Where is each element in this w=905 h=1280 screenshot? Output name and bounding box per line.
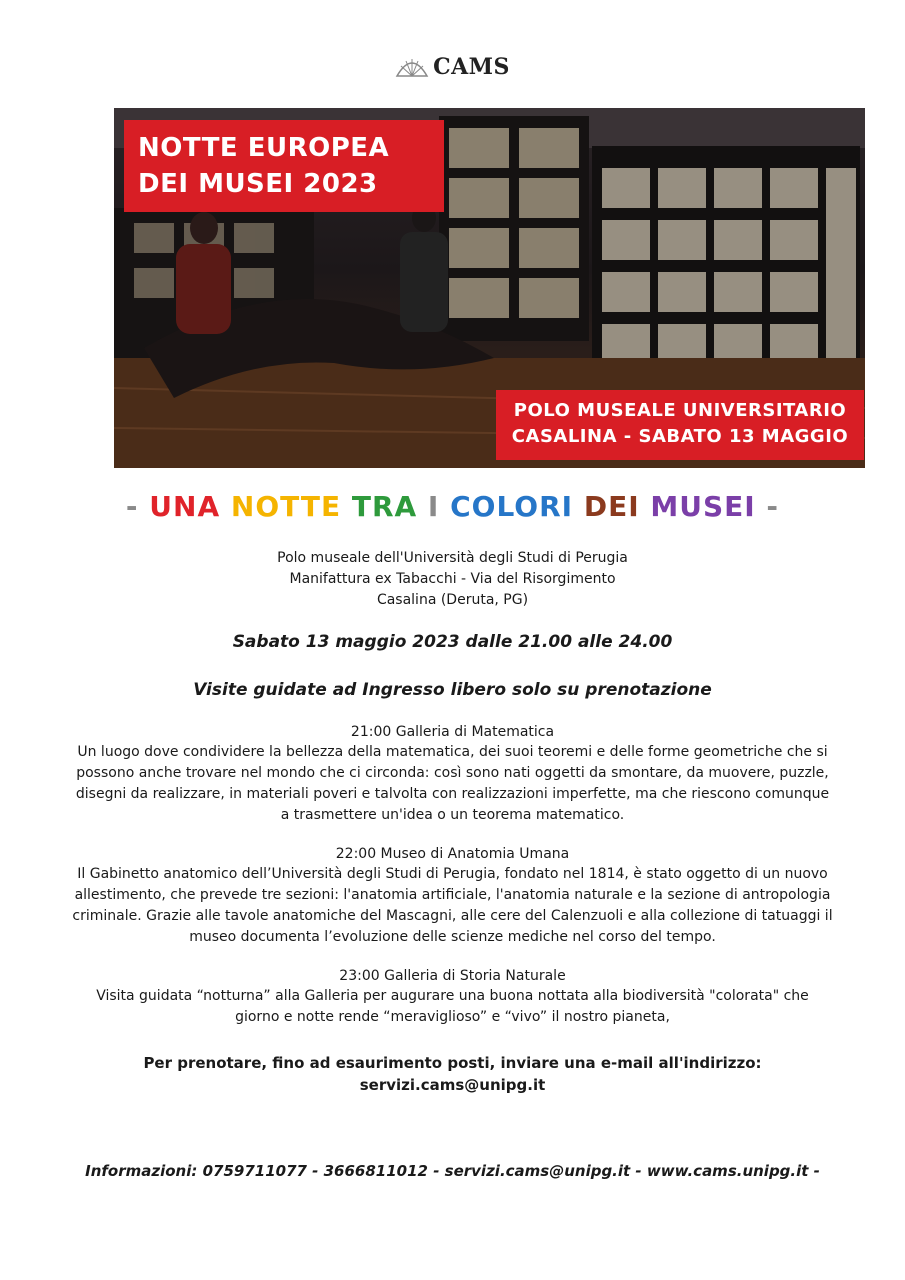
address-line: Polo museale dell'Università degli Studi di Perugia bbox=[277, 550, 628, 566]
banner-bottom-line2: CASALINA - SABATO 13 MAGGIO bbox=[511, 426, 849, 447]
logo-text: CAMS bbox=[433, 54, 510, 80]
visit-info: Visite guidate ad Ingresso libero solo su prenotazione bbox=[193, 680, 712, 700]
body-line: museo documenta l’evoluzione delle scienze mediche nel corso del tempo. bbox=[189, 929, 716, 945]
tagline-word: - bbox=[755, 490, 780, 523]
tagline-word: DEI bbox=[583, 490, 651, 523]
event-date: Sabato 13 maggio 2023 dalle 21.00 alle 24.00 bbox=[232, 632, 673, 652]
booking-email[interactable]: servizi.cams@unipg.it bbox=[359, 1076, 546, 1094]
section-storia-naturale bbox=[60, 968, 845, 1028]
body-line: possono anche trovare nel mondo che ci circonda: così sono nati oggetti da smontare, da muovere, puzzle, bbox=[76, 765, 829, 781]
banner-top-line2: DEI MUSEI 2023 bbox=[138, 169, 378, 199]
section-body bbox=[60, 864, 845, 948]
cams-logo bbox=[0, 54, 905, 84]
body-line: disegni da realizzare, in materiali poveri e talvolta con realizzazioni imperfette, ma che riescono comunque bbox=[75, 786, 830, 802]
body-line: Visita guidata “notturna” alla Galleria per augurare una buona nottata alla biodiversità "colorata" che bbox=[96, 988, 809, 1004]
body-line: Il Gabinetto anatomico dell’Università degli Studi di Perugia, fondato nel 1814, è stato oggetto di un nuovo bbox=[77, 866, 828, 882]
tagline-word: MUSEI bbox=[650, 490, 756, 523]
booking-info bbox=[60, 1052, 845, 1096]
tagline-word: TRA bbox=[351, 490, 428, 523]
hero-image bbox=[114, 108, 865, 468]
address-line: Casalina (Deruta, PG) bbox=[376, 592, 529, 608]
address-line: Manifattura ex Tabacchi - Via del Risorgimento bbox=[289, 571, 616, 587]
contact-info: Informazioni: 0759711077 - 3666811012 - servizi.cams@unipg.it - www.cams.unipg.it - bbox=[85, 1162, 820, 1180]
section-anatomia bbox=[60, 846, 845, 948]
section-matematica bbox=[60, 724, 845, 826]
section-title: 23:00 Galleria di Storia Naturale bbox=[339, 968, 566, 984]
tagline-word: - bbox=[125, 490, 150, 523]
booking-line: Per prenotare, fino ad esaurimento posti, inviare una e-mail all'indirizzo: bbox=[143, 1054, 762, 1072]
tagline-word: COLORI bbox=[450, 490, 584, 523]
section-body bbox=[60, 986, 845, 1028]
body-line: Un luogo dove condividere la bellezza della matematica, dei suoi teoremi e delle forme geometriche che si bbox=[77, 744, 828, 760]
venue-date-banner bbox=[496, 390, 864, 460]
venue-address bbox=[60, 548, 845, 611]
tagline-word: I bbox=[427, 490, 451, 523]
banner-top-line1: NOTTE EUROPEA bbox=[138, 133, 390, 163]
body-line: giorno e notte rende “meraviglioso” e “vivo” il nostro pianeta, bbox=[235, 1009, 670, 1025]
tagline-word: NOTTE bbox=[230, 490, 352, 523]
section-body bbox=[60, 742, 845, 826]
shell-logo-icon bbox=[395, 54, 429, 80]
banner-bottom-line1: POLO MUSEALE UNIVERSITARIO bbox=[513, 400, 847, 421]
body-line: criminale. Grazie alle tavole anatomiche del Mascagni, alle cere del Calenzuoli e alla collezione di tatuaggi il bbox=[72, 908, 833, 924]
tagline-word: UNA bbox=[149, 490, 231, 523]
body-line: a trasmettere un'idea o un teorema matematico. bbox=[280, 807, 625, 823]
body-line: allestimento, che prevede tre sezioni: l'anatomia artificiale, l'anatomia naturale e la sezione di antropologia bbox=[74, 887, 831, 903]
rainbow-tagline bbox=[0, 490, 905, 523]
section-title: 21:00 Galleria di Matematica bbox=[350, 724, 555, 740]
event-title-banner bbox=[124, 120, 444, 212]
section-title: 22:00 Museo di Anatomia Umana bbox=[335, 846, 570, 862]
